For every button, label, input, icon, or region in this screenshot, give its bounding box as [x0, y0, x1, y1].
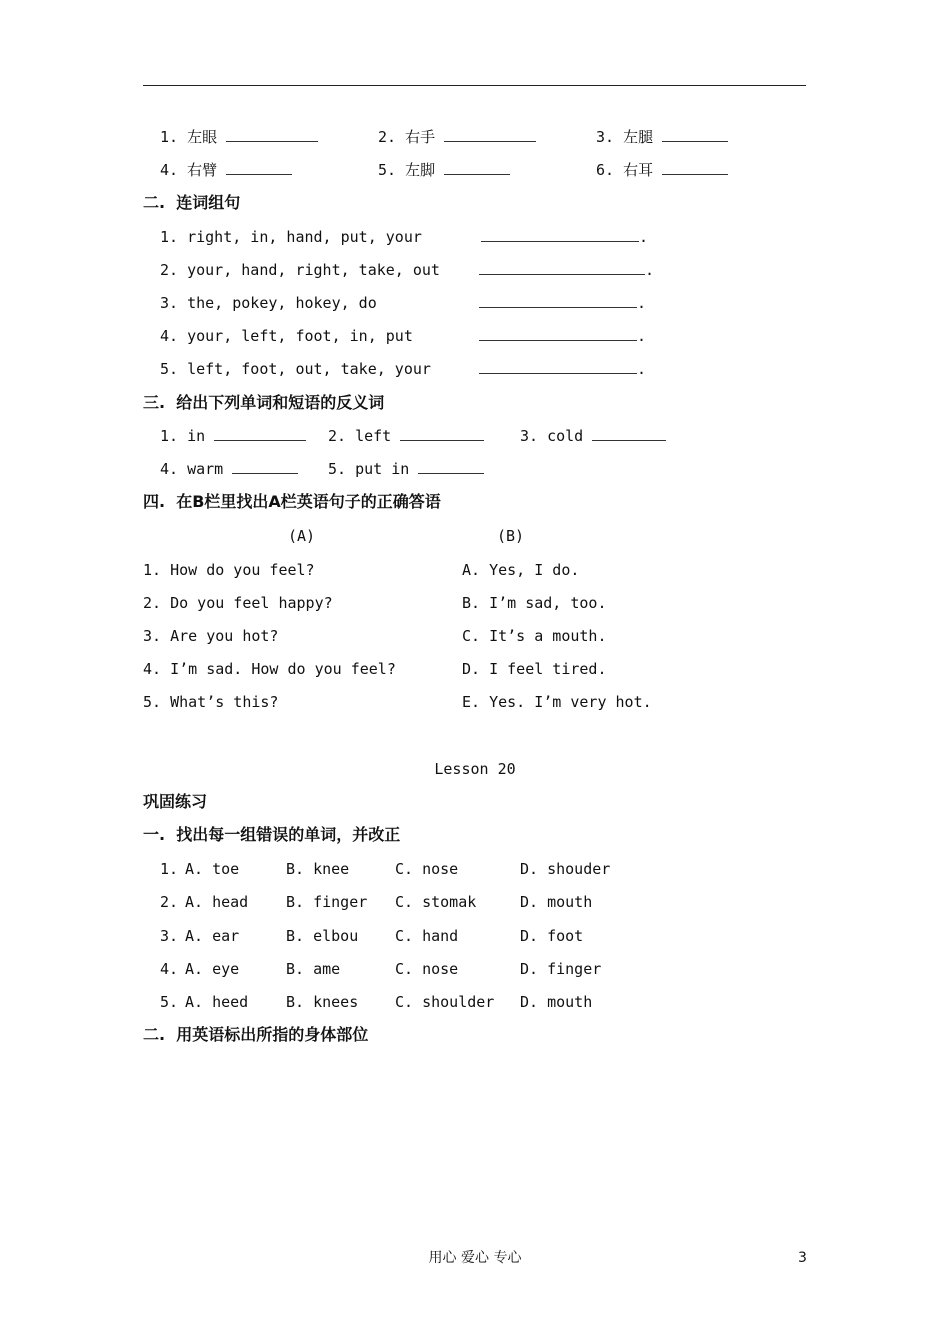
choice-a: A. heed — [185, 993, 249, 1011]
choice-d: D. finger — [520, 960, 602, 978]
choice-a: A. toe — [185, 860, 240, 878]
choice-d: D. shouder — [520, 860, 611, 878]
choice-d: D. mouth — [520, 893, 593, 911]
choice-row-number: 3. — [160, 927, 179, 945]
answer-b-1: A. Yes, I do. — [462, 561, 580, 579]
choice-c: C. nose — [395, 860, 459, 878]
sentence-item-3: 3. the, pokey, hokey, do — [160, 294, 377, 312]
section4-title: 四. 在B栏里找出A栏英语句子的正确答语 — [143, 492, 441, 511]
section3-title: 三. 给出下列单词和短语的反义词 — [143, 393, 385, 412]
column-b-header: (B) — [497, 527, 525, 545]
lesson-section1-title: 一. 找出每一组错误的单词，并改正 — [143, 825, 401, 844]
lesson-subtitle: 巩固练习 — [143, 792, 208, 811]
translate-item-4: 4. 右臂 — [160, 160, 292, 180]
translate-item-6: 6. 右耳 — [596, 160, 728, 180]
question-a-1: 1. How do you feel? — [143, 561, 315, 579]
lesson-section2-title: 二. 用英语标出所指的身体部位 — [143, 1025, 369, 1044]
choice-b: B. knees — [286, 993, 359, 1011]
choice-row-number: 1. — [160, 860, 179, 878]
lesson-title: Lesson 20 — [434, 760, 516, 778]
sentence-item-4: 4. your, left, foot, in, put — [160, 327, 413, 345]
sentence-blank-4: . — [479, 326, 646, 346]
choice-a: A. eye — [185, 960, 240, 978]
choice-b: B. finger — [286, 893, 368, 911]
choice-row-number: 4. — [160, 960, 179, 978]
answer-b-3: C. It’s a mouth. — [462, 627, 607, 645]
answer-b-5: E. Yes. I’m very hot. — [462, 693, 652, 711]
translate-item-1: 1. 左眼 — [160, 127, 318, 147]
sentence-item-2: 2. your, hand, right, take, out — [160, 261, 440, 279]
antonym-item-4: 4. warm — [160, 459, 298, 479]
footer-motto: 用心 爱心 专心 — [428, 1250, 522, 1266]
choice-c: C. hand — [395, 927, 459, 945]
sentence-item-1: 1. right, in, hand, put, your — [160, 228, 422, 246]
question-a-2: 2. Do you feel happy? — [143, 594, 333, 612]
choice-c: C. shoulder — [395, 993, 495, 1011]
header-rule — [143, 85, 806, 86]
antonym-item-2: 2. left — [328, 426, 484, 446]
antonym-item-1: 1. in — [160, 426, 306, 446]
translate-item-5: 5. 左脚 — [378, 160, 510, 180]
question-a-3: 3. Are you hot? — [143, 627, 279, 645]
choice-b: B. ame — [286, 960, 341, 978]
question-a-5: 5. What’s this? — [143, 693, 279, 711]
choice-d: D. mouth — [520, 993, 593, 1011]
translate-item-3: 3. 左腿 — [596, 127, 728, 147]
choice-a: A. head — [185, 893, 249, 911]
choice-row-number: 2. — [160, 893, 179, 911]
question-a-4: 4. I’m sad. How do you feel? — [143, 660, 396, 678]
sentence-blank-3: . — [479, 293, 646, 313]
answer-b-4: D. I feel tired. — [462, 660, 607, 678]
choice-c: C. nose — [395, 960, 459, 978]
antonym-item-3: 3. cold — [520, 426, 666, 446]
choice-row-number: 5. — [160, 993, 179, 1011]
translate-item-2: 2. 右手 — [378, 127, 536, 147]
sentence-blank-2: . — [479, 260, 654, 280]
choice-b: B. knee — [286, 860, 350, 878]
page-number: 3 — [798, 1250, 807, 1266]
choice-b: B. elbou — [286, 927, 359, 945]
section2-title: 二. 连词组句 — [143, 193, 241, 212]
column-a-header: (A) — [288, 527, 316, 545]
sentence-item-5: 5. left, foot, out, take, your — [160, 360, 431, 378]
sentence-blank-1: . — [481, 227, 648, 247]
sentence-blank-5: . — [479, 359, 646, 379]
answer-b-2: B. I’m sad, too. — [462, 594, 607, 612]
antonym-item-5: 5. put in — [328, 459, 484, 479]
choice-c: C. stomak — [395, 893, 477, 911]
choice-d: D. foot — [520, 927, 584, 945]
choice-a: A. ear — [185, 927, 240, 945]
